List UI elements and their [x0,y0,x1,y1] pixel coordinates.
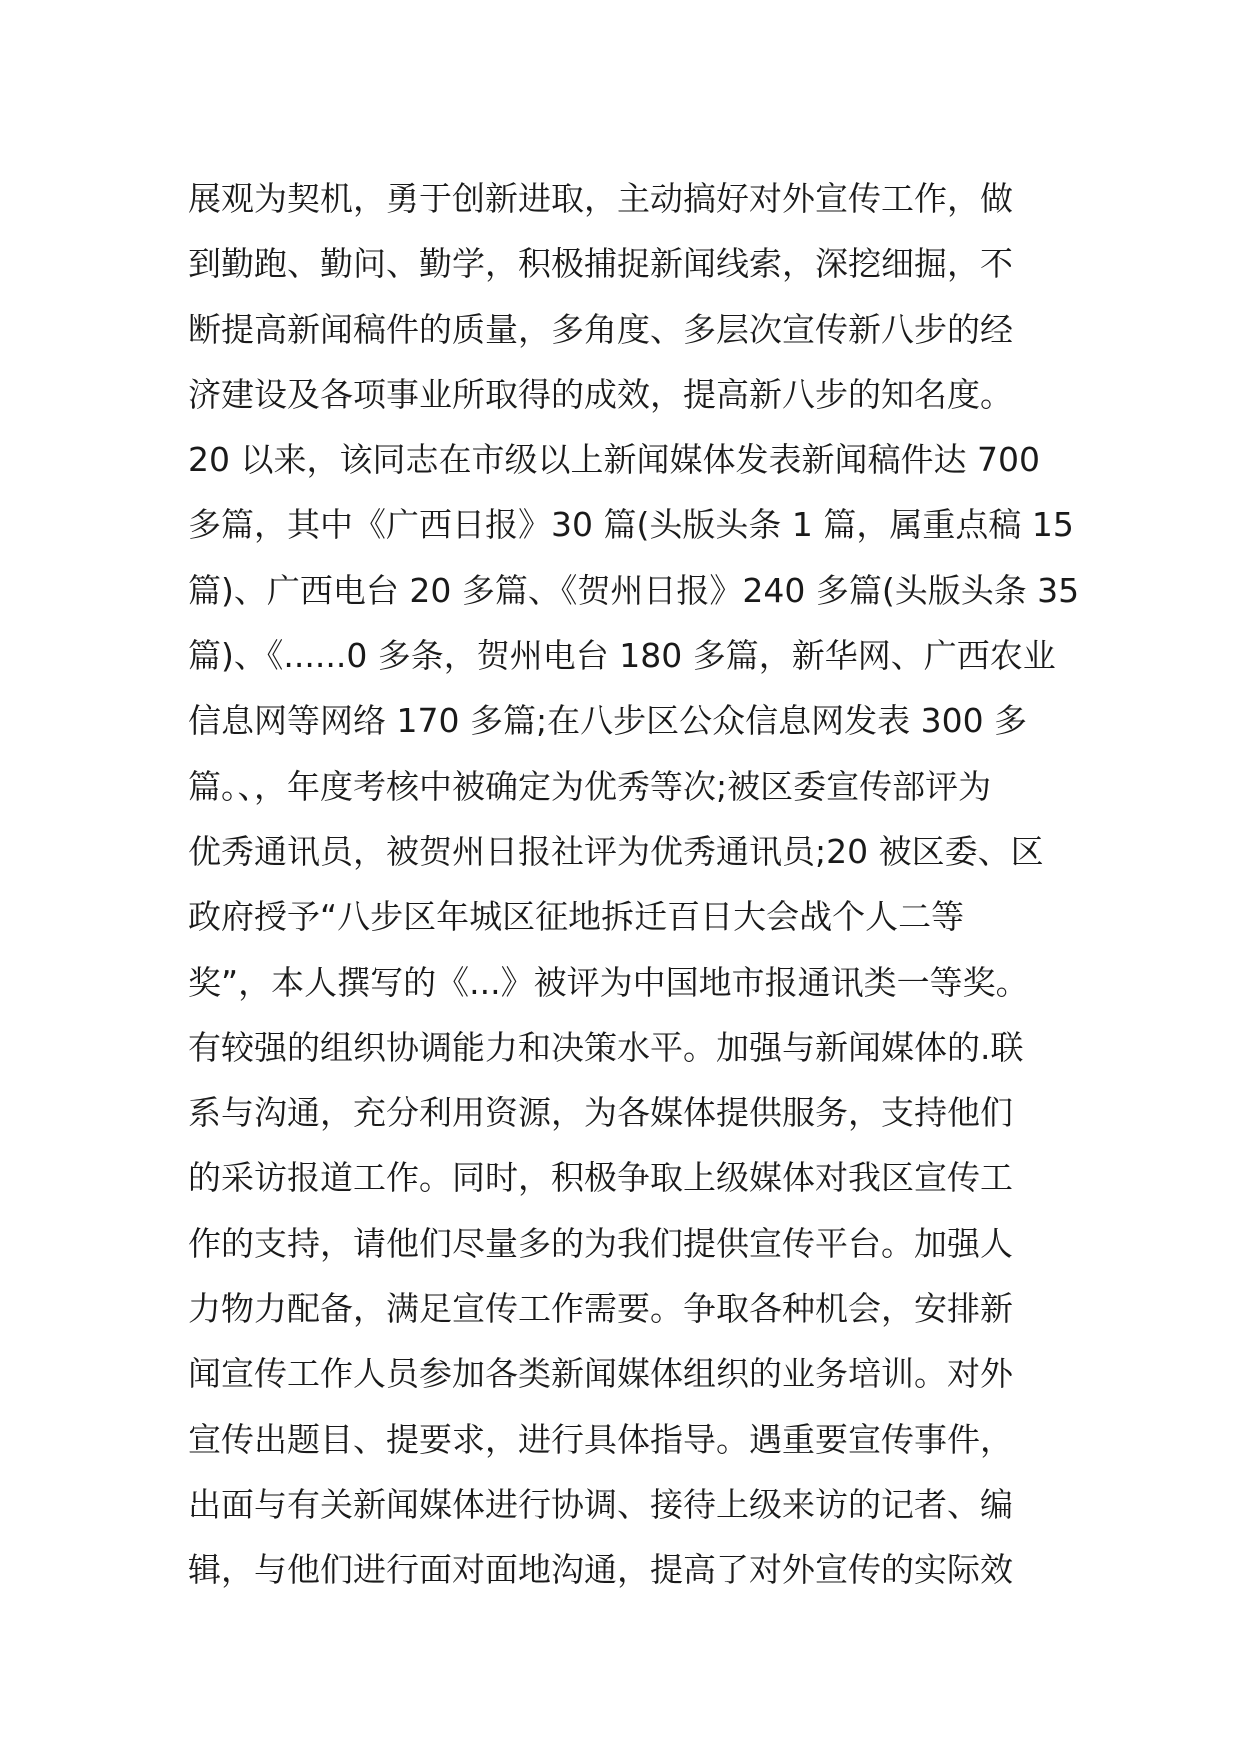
text-line: 断提高新闻稿件的质量，多角度、多层次宣传新八步的经 [188,309,1013,349]
text-line: 力物力配备，满足宣传工作需要。争取各种机会，安排新 [188,1289,1013,1329]
text-line: 宣传出题目、提要求，进行具体指导。遇重要宣传事件， [188,1419,1013,1459]
text-line: 篇。、，年度考核中被确定为优秀等次;被区委宣传部评为 [188,766,992,806]
text-line: 出面与有关新闻媒体进行协调、接待上级来访的记者、编 [188,1484,1013,1524]
text-line: 奖”，本人撰写的《...》被评为中国地市报通讯类一等奖。 [188,962,1029,1002]
text-line: 到勤跑、勤问、勤学，积极捕捉新闻线索，深挖细掘，不 [188,244,1013,284]
text-line: 篇)、《......0 多条，贺州电台 180 多篇，新华网、广西农业 [188,636,1056,676]
text-line: 政府授予“八步区年城区征地拆迁百日大会战个人二等 [188,897,965,937]
body-text [188,166,1080,1603]
text-line: 作的支持，请他们尽量多的为我们提供宣传平台。加强人 [188,1223,1013,1263]
text-line: 有较强的组织协调能力和决策水平。加强与新闻媒体的.联 [188,1027,1024,1067]
text-line: 济建设及各项事业所取得的成效，提高新八步的知名度。 [188,374,1013,414]
text-line: 展观为契机，勇于创新进取，主动搞好对外宣传工作，做 [188,179,1013,218]
text-line: 优秀通讯员，被贺州日报社评为优秀通讯员;20 被区委、区 [188,831,1044,871]
text-line: 系与沟通，充分利用资源，为各媒体提供服务，支持他们 [188,1093,1013,1133]
text-line: 篇)、广西电台 20 多篇、《贺州日报》240 多篇(头版头条 35 [188,570,1080,610]
text-line: 信息网等网络 170 多篇;在八步区公众信息网发表 300 多 [188,701,1028,741]
text-line: 20 以来，该同志在市级以上新闻媒体发表新闻稿件达 700 [188,440,1040,480]
text-line: 多篇，其中《广西日报》30 篇(头版头条 1 篇，属重点稿 15 [188,505,1074,545]
text-line: 辑，与他们进行面对面地沟通，提高了对外宣传的实际效 [188,1550,1013,1590]
text-line: 闻宣传工作人员参加各类新闻媒体组织的业务培训。对外 [188,1354,1013,1394]
text-line: 的采访报道工作。同时，积极争取上级媒体对我区宣传工 [188,1158,1013,1198]
